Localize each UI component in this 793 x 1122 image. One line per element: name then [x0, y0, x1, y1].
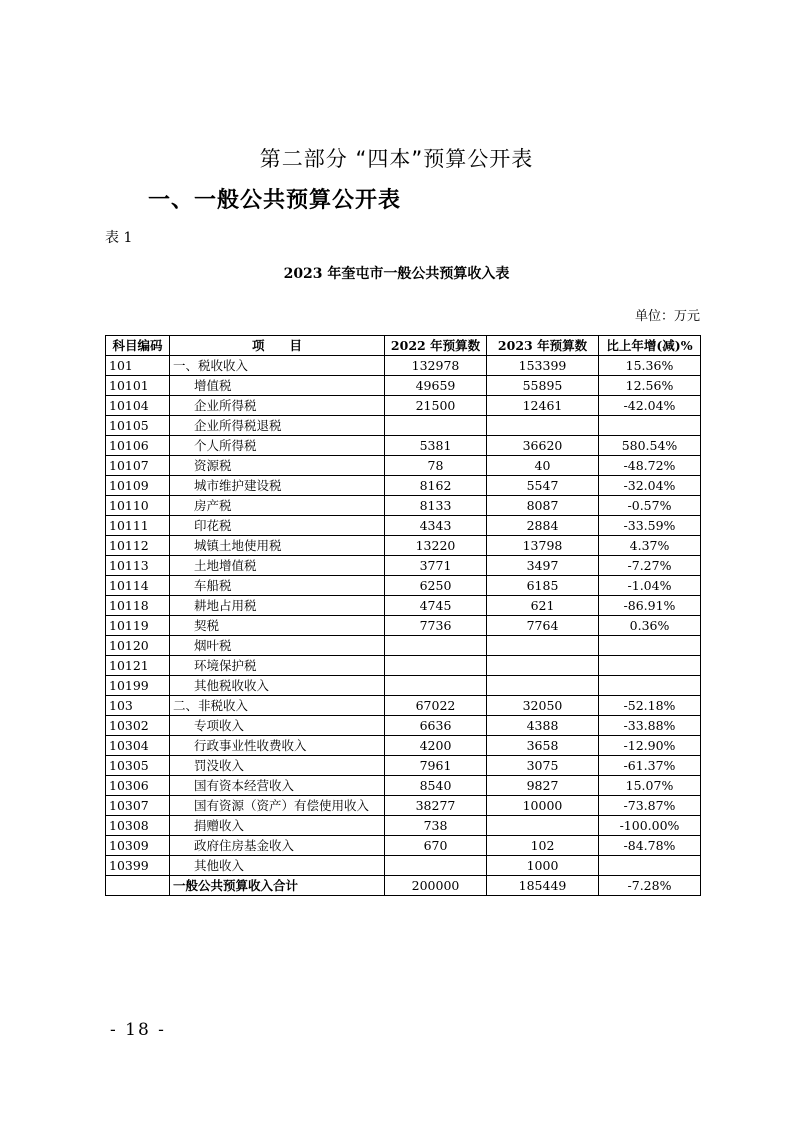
- cell-change: 4.37%: [599, 536, 701, 556]
- cell-item: 行政事业性收费收入: [170, 736, 385, 756]
- cell-change: [599, 636, 701, 656]
- cell-item: 其他税收收入: [170, 676, 385, 696]
- cell-code: 10120: [106, 636, 170, 656]
- cell-change: -73.87%: [599, 796, 701, 816]
- cell-item: 国有资源（资产）有偿使用收入: [170, 796, 385, 816]
- cell-2022: [385, 676, 487, 696]
- cell-change: 12.56%: [599, 376, 701, 396]
- cell-change: [599, 656, 701, 676]
- table-body: [106, 356, 701, 896]
- cell-code: 10308: [106, 816, 170, 836]
- cell-code: 10109: [106, 476, 170, 496]
- cell-2022: 6250: [385, 576, 487, 596]
- cell-2023: [487, 636, 599, 656]
- cell-2023: 55895: [487, 376, 599, 396]
- cell-2022: 670: [385, 836, 487, 856]
- cell-item: 烟叶税: [170, 636, 385, 656]
- cell-code: 10305: [106, 756, 170, 776]
- cell-2022: 7736: [385, 616, 487, 636]
- cell-code: 10307: [106, 796, 170, 816]
- table-row: [106, 696, 701, 716]
- cell-item: 罚没收入: [170, 756, 385, 776]
- cell-change: -84.78%: [599, 836, 701, 856]
- table-row: [106, 656, 701, 676]
- cell-change: -52.18%: [599, 696, 701, 716]
- table-row: [106, 776, 701, 796]
- cell-2023: 2884: [487, 516, 599, 536]
- table-row: [106, 456, 701, 476]
- cell-code: 10121: [106, 656, 170, 676]
- table-row: [106, 436, 701, 456]
- cell-2022: 6636: [385, 716, 487, 736]
- cell-item: 城镇土地使用税: [170, 536, 385, 556]
- cell-change: 0.36%: [599, 616, 701, 636]
- total-cell-2023: 185449: [487, 876, 599, 896]
- cell-2023: 153399: [487, 356, 599, 376]
- table-row: [106, 836, 701, 856]
- table-row: [106, 756, 701, 776]
- cell-2023: [487, 656, 599, 676]
- cell-2023: [487, 676, 599, 696]
- cell-2022: 4200: [385, 736, 487, 756]
- cell-2023: [487, 416, 599, 436]
- cell-item: 企业所得税: [170, 396, 385, 416]
- page-number: - 18 -: [110, 1020, 166, 1040]
- cell-item: 个人所得税: [170, 436, 385, 456]
- table-row: [106, 856, 701, 876]
- table-total-row: [106, 876, 701, 896]
- section-title: 一、一般公共预算公开表: [148, 188, 402, 213]
- cell-item: 二、非税收入: [170, 696, 385, 716]
- cell-code: 10106: [106, 436, 170, 456]
- cell-code: 10119: [106, 616, 170, 636]
- table-row: [106, 616, 701, 636]
- table-caption: 2023 年奎屯市一般公共预算收入表: [283, 266, 510, 282]
- cell-change: -7.27%: [599, 556, 701, 576]
- cell-code: 10302: [106, 716, 170, 736]
- cell-2022: 8162: [385, 476, 487, 496]
- cell-2023: 3497: [487, 556, 599, 576]
- total-cell-code: [106, 876, 170, 896]
- cell-2022: 3771: [385, 556, 487, 576]
- cell-2022: [385, 656, 487, 676]
- cell-2023: 3658: [487, 736, 599, 756]
- cell-2022: 132978: [385, 356, 487, 376]
- cell-item: 增值税: [170, 376, 385, 396]
- cell-code: 10110: [106, 496, 170, 516]
- cell-item: 房产税: [170, 496, 385, 516]
- cell-item: 一、税收收入: [170, 356, 385, 376]
- cell-2022: [385, 856, 487, 876]
- cell-change: 15.07%: [599, 776, 701, 796]
- table-header-row: [106, 336, 701, 356]
- cell-code: 10107: [106, 456, 170, 476]
- cell-item: 车船税: [170, 576, 385, 596]
- cell-2022: 78: [385, 456, 487, 476]
- table-row: [106, 796, 701, 816]
- budget-revenue-table: [105, 335, 701, 896]
- table-row: [106, 516, 701, 536]
- header-2022: 2022 年预算数: [385, 336, 487, 356]
- cell-change: -1.04%: [599, 576, 701, 596]
- cell-change: 15.36%: [599, 356, 701, 376]
- cell-code: 10105: [106, 416, 170, 436]
- part-title: 第二部分 “四本”预算公开表: [259, 147, 534, 171]
- cell-2022: 4343: [385, 516, 487, 536]
- cell-2023: 5547: [487, 476, 599, 496]
- cell-change: -100.00%: [599, 816, 701, 836]
- cell-change: -12.90%: [599, 736, 701, 756]
- cell-code: 10101: [106, 376, 170, 396]
- header-2023: 2023 年预算数: [487, 336, 599, 356]
- table-row: [106, 576, 701, 596]
- table-row: [106, 396, 701, 416]
- cell-change: -0.57%: [599, 496, 701, 516]
- table-row: [106, 636, 701, 656]
- cell-2022: 4745: [385, 596, 487, 616]
- cell-item: 耕地占用税: [170, 596, 385, 616]
- cell-change: -61.37%: [599, 756, 701, 776]
- cell-2022: 13220: [385, 536, 487, 556]
- cell-2023: 621: [487, 596, 599, 616]
- cell-change: [599, 416, 701, 436]
- cell-2022: 49659: [385, 376, 487, 396]
- cell-item: 其他收入: [170, 856, 385, 876]
- cell-2023: 8087: [487, 496, 599, 516]
- cell-change: -33.59%: [599, 516, 701, 536]
- cell-code: 10111: [106, 516, 170, 536]
- header-change: 比上年增(减)%: [599, 336, 701, 356]
- table-row: [106, 496, 701, 516]
- cell-2022: [385, 416, 487, 436]
- cell-code: 10118: [106, 596, 170, 616]
- cell-2022: 8133: [385, 496, 487, 516]
- cell-2022: 5381: [385, 436, 487, 456]
- cell-2022: 738: [385, 816, 487, 836]
- cell-2022: 7961: [385, 756, 487, 776]
- cell-code: 10309: [106, 836, 170, 856]
- cell-2023: 12461: [487, 396, 599, 416]
- table-row: [106, 816, 701, 836]
- cell-code: 10399: [106, 856, 170, 876]
- total-cell-2022: 200000: [385, 876, 487, 896]
- table-row: [106, 736, 701, 756]
- cell-2023: [487, 816, 599, 836]
- cell-item: 土地增值税: [170, 556, 385, 576]
- cell-2023: 102: [487, 836, 599, 856]
- cell-code: 10113: [106, 556, 170, 576]
- cell-code: 10306: [106, 776, 170, 796]
- header-item: 项 目: [170, 336, 385, 356]
- table-row: [106, 476, 701, 496]
- cell-change: -48.72%: [599, 456, 701, 476]
- cell-item: 契税: [170, 616, 385, 636]
- cell-item: 城市维护建设税: [170, 476, 385, 496]
- cell-change: -32.04%: [599, 476, 701, 496]
- cell-item: 捐赠收入: [170, 816, 385, 836]
- cell-2023: 4388: [487, 716, 599, 736]
- cell-change: -33.88%: [599, 716, 701, 736]
- cell-code: 103: [106, 696, 170, 716]
- cell-code: 10112: [106, 536, 170, 556]
- cell-2022: 21500: [385, 396, 487, 416]
- cell-change: 580.54%: [599, 436, 701, 456]
- cell-2022: [385, 636, 487, 656]
- cell-item: 印花税: [170, 516, 385, 536]
- total-cell-change: -7.28%: [599, 876, 701, 896]
- table-row: [106, 416, 701, 436]
- table-label: 表 1: [105, 230, 133, 246]
- total-cell-item: 一般公共预算收入合计: [170, 876, 385, 896]
- cell-item: 专项收入: [170, 716, 385, 736]
- table-row: [106, 536, 701, 556]
- cell-item: 政府住房基金收入: [170, 836, 385, 856]
- cell-item: 环境保护税: [170, 656, 385, 676]
- unit-note: 单位：万元: [634, 309, 700, 324]
- cell-2022: 38277: [385, 796, 487, 816]
- cell-2023: 10000: [487, 796, 599, 816]
- table-row: [106, 676, 701, 696]
- cell-2023: 7764: [487, 616, 599, 636]
- cell-2022: 8540: [385, 776, 487, 796]
- cell-code: 10199: [106, 676, 170, 696]
- cell-2023: 13798: [487, 536, 599, 556]
- cell-2023: 1000: [487, 856, 599, 876]
- cell-2023: 3075: [487, 756, 599, 776]
- cell-2022: 67022: [385, 696, 487, 716]
- cell-change: -86.91%: [599, 596, 701, 616]
- cell-2023: 9827: [487, 776, 599, 796]
- cell-2023: 36620: [487, 436, 599, 456]
- cell-code: 10304: [106, 736, 170, 756]
- cell-item: 资源税: [170, 456, 385, 476]
- cell-change: [599, 856, 701, 876]
- cell-2023: 40: [487, 456, 599, 476]
- cell-2023: 6185: [487, 576, 599, 596]
- cell-change: [599, 676, 701, 696]
- table-row: [106, 556, 701, 576]
- table-row: [106, 596, 701, 616]
- cell-code: 10114: [106, 576, 170, 596]
- cell-change: -42.04%: [599, 396, 701, 416]
- cell-code: 10104: [106, 396, 170, 416]
- cell-item: 企业所得税退税: [170, 416, 385, 436]
- table-row: [106, 356, 701, 376]
- header-code: 科目编码: [106, 336, 170, 356]
- cell-2023: 32050: [487, 696, 599, 716]
- table-row: [106, 716, 701, 736]
- cell-item: 国有资本经营收入: [170, 776, 385, 796]
- cell-code: 101: [106, 356, 170, 376]
- table-row: [106, 376, 701, 396]
